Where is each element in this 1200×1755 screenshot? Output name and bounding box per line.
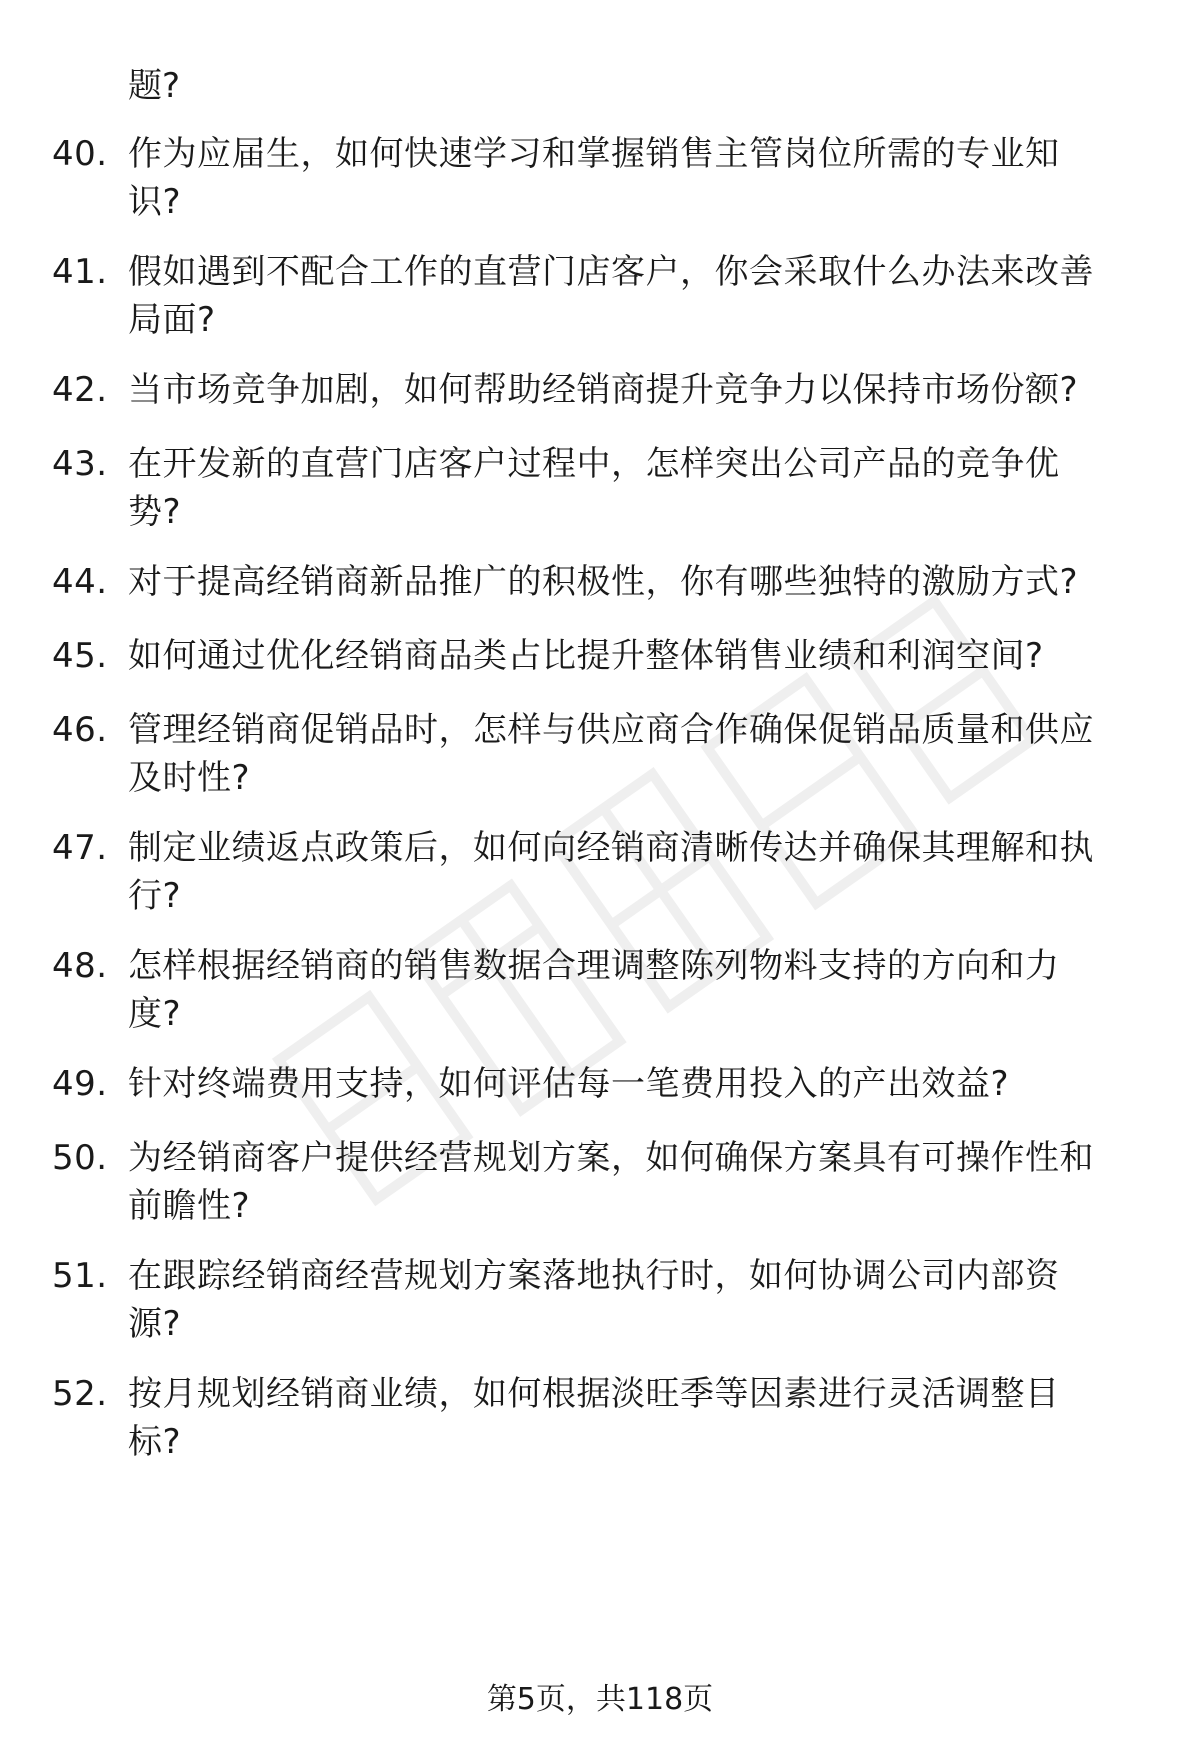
question-line: 按月规划经销商业绩，如何根据淡旺季等因素进行灵活调整目: [128, 1374, 1060, 1414]
question-item: [52, 366, 1152, 414]
question-line: 势?: [128, 492, 182, 532]
question-number: 49.: [52, 1064, 108, 1104]
question-number: 52.: [52, 1374, 108, 1414]
question-item: [52, 558, 1152, 606]
question-item: [52, 1134, 1152, 1230]
question-item: [52, 942, 1152, 1038]
question-number: 44.: [52, 562, 108, 602]
question-number: 50.: [52, 1138, 108, 1178]
question-line: 源?: [128, 1304, 182, 1344]
question-line: 作为应届生，如何快速学习和掌握销售主管岗位所需的专业知: [128, 134, 1060, 174]
question-line: 行?: [128, 876, 182, 916]
question-line: 制定业绩返点政策后，如何向经销商清晰传达并确保其理解和执: [128, 828, 1094, 868]
question-line: 标?: [128, 1422, 182, 1462]
question-number: 46.: [52, 710, 108, 750]
question-line: 在跟踪经销商经营规划方案落地执行时，如何协调公司内部资: [128, 1256, 1060, 1296]
question-line: 前瞻性?: [128, 1186, 251, 1226]
question-number: 42.: [52, 370, 108, 410]
question-number: 45.: [52, 636, 108, 676]
question-line: 及时性?: [128, 758, 251, 798]
question-number: 40.: [52, 134, 108, 174]
question-item: [52, 130, 1152, 226]
question-item: [52, 1060, 1152, 1108]
question-line: 度?: [128, 994, 182, 1034]
question-number: 51.: [52, 1256, 108, 1296]
question-line: 如何通过优化经销商品类占比提升整体销售业绩和利润空间?: [128, 636, 1044, 676]
question-number: 41.: [52, 252, 108, 292]
question-line: 对于提高经销商新品推广的积极性，你有哪些独特的激励方式?: [128, 562, 1079, 602]
question-line: 识?: [128, 182, 182, 222]
question-line: 管理经销商促销品时，怎样与供应商合作确保促销品质量和供应: [128, 710, 1094, 750]
page-footer: 第5页，共118页: [486, 1682, 714, 1717]
question-number: 43.: [52, 444, 108, 484]
question-item: [52, 440, 1152, 536]
question-line: 怎样根据经销商的销售数据合理调整陈列物料支持的方向和力: [128, 946, 1060, 986]
question-item: [52, 1252, 1152, 1348]
question-line: 针对终端费用支持，如何评估每一笔费用投入的产出效益?: [128, 1064, 1010, 1104]
question-line: 在开发新的直营门店客户过程中，怎样突出公司产品的竞争优: [128, 444, 1060, 484]
question-line: 假如遇到不配合工作的直营门店客户，你会采取什么办法来改善: [128, 252, 1094, 292]
continuation-text: 题?: [128, 66, 181, 106]
question-item: [52, 824, 1152, 920]
question-number: 47.: [52, 828, 108, 868]
question-item: [52, 632, 1152, 680]
question-number: 48.: [52, 946, 108, 986]
question-line: 当市场竞争加剧，如何帮助经销商提升竞争力以保持市场份额?: [128, 370, 1079, 410]
question-item: [52, 248, 1152, 344]
question-line: 局面?: [128, 300, 216, 340]
question-item: [52, 1370, 1152, 1466]
question-item: [52, 706, 1152, 802]
question-line: 为经销商客户提供经营规划方案，如何确保方案具有可操作性和: [128, 1138, 1094, 1178]
